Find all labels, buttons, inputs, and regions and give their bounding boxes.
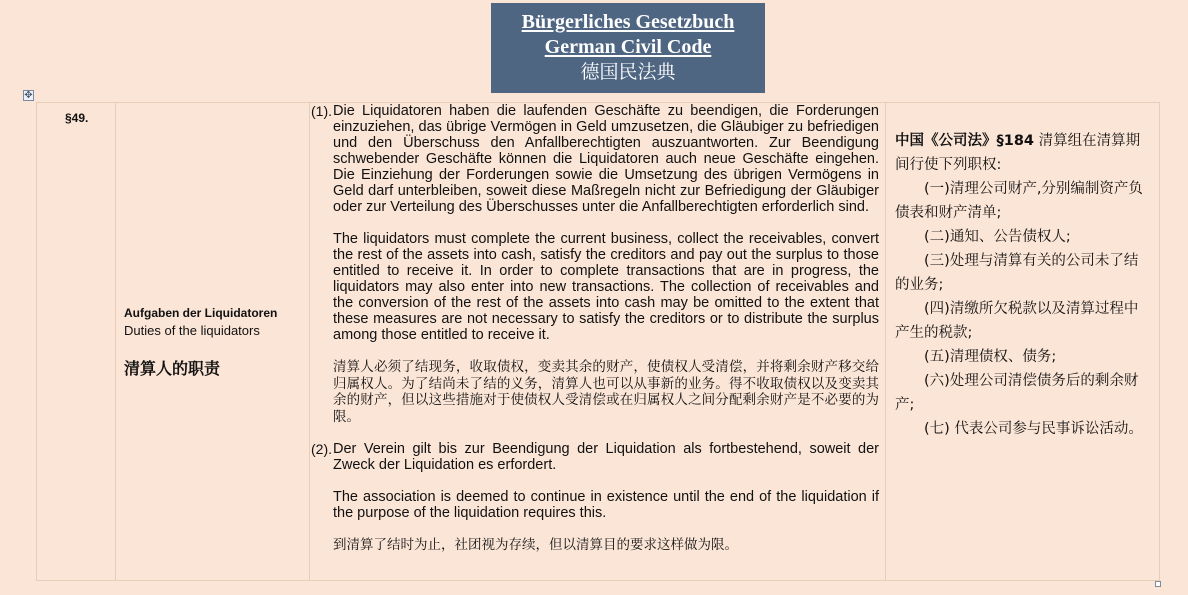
chinese-law-item: (一)清理公司财产,分别编制资产负债表和财产清单; xyxy=(895,181,1143,221)
chinese-law-intro: 清算组在清算期间行使下列职权: xyxy=(895,133,1141,173)
paragraph-number: (2). xyxy=(311,441,332,457)
header-banner xyxy=(491,3,765,93)
table-row xyxy=(37,103,1160,581)
law-table xyxy=(36,102,1160,581)
section-title-german: Aufgaben der Liquidatoren xyxy=(124,305,278,320)
banner-title-german: Bürgerliches Gesetzbuch xyxy=(521,11,735,33)
paragraph-text-english: The association is deemed to continue in existence until the end of the liquidation if the purpose of the liquidation requires this. xyxy=(333,489,879,521)
chinese-law-cell xyxy=(886,103,1160,581)
section-text-cell xyxy=(310,103,886,581)
chinese-law-item: (七) 代表公司参与民事诉讼活动。 xyxy=(924,421,1143,437)
section-number-cell xyxy=(37,103,116,581)
resize-handle-icon[interactable] xyxy=(1155,581,1161,587)
paragraph-text-english: The liquidators must complete the current business, collect the receivables, convert the rest of the assets into cash, satisfy the creditors and pay out the surplus to those entitled to receive it. In order to complete transactions that are in progress, the liquidators may also enter into new transactions. The collection of receivables and the conversion of the rest of the assets into cash may be omitted to the extent that these measures are not necessary to satisfy the creditors or to distribute the surplus among those entitled to receive it. xyxy=(333,231,879,343)
chinese-law-item: (二)通知、公告债权人; xyxy=(924,229,1071,245)
paragraph-text-chinese: 清算人必须了结现务，收取债权，变卖其余的财产，使债权人受清偿，并将剩余财产移交给归属权人。为了结尚未了结的义务，清算人也可以从事新的业务。得不收取债权以及变卖其余的财产，但以这些措施对于使债权人受清偿或在归属权人之间分配剩余财产是不必要的为限。 xyxy=(333,359,879,425)
chinese-law-item: (三)处理与清算有关的公司未了结的业务; xyxy=(895,253,1139,293)
paragraph-text-german: Der Verein gilt bis zur Beendigung der Liquidation als fortbestehend, soweit der Zweck der Liquidation es erfordert. xyxy=(333,441,879,473)
banner-title-chinese: 德国民法典 xyxy=(580,61,676,83)
paragraph-text-german: Die Liquidatoren haben die laufenden Geschäfte zu beendigen, die Forderungen einzuziehen, das übrige Vermögen in Geld umzusetzen, die Gläubiger zu befriedigen und den Überschuss den Anfallberechtigten auszuantworten. Zur Beendigung schwebender Geschäfte können die Liquidatoren auch neue Geschäfte eingehen. Die Einziehung der Forderungen sowie die Umsetzung des übrigen Vermögens in Geld darf unterbleiben, soweit diese Maßregeln nicht zur Befriedigung der Gläubiger oder zur Verteilung des Überschusses unter die Anfallberechtigten erforderlich sind. xyxy=(333,103,879,215)
chinese-law-item: (六)处理公司清偿债务后的剩余财产; xyxy=(895,373,1139,413)
paragraph-1 xyxy=(310,103,885,425)
paragraph-number: (1). xyxy=(311,103,332,119)
chinese-law-item: (五)清理债权、债务; xyxy=(924,349,1057,365)
move-arrows-icon[interactable]: ✥ xyxy=(24,90,33,101)
section-number: §49. xyxy=(65,111,89,125)
section-title-cell xyxy=(116,103,310,581)
section-title-english: Duties of the liquidators xyxy=(124,322,260,338)
chinese-law-text xyxy=(886,103,1159,441)
chinese-law-item: (四)清缴所欠税款以及清算过程中产生的税款; xyxy=(895,301,1139,341)
chinese-law-citation: 中国《公司法》§184 xyxy=(895,133,1035,149)
banner-title-english: German Civil Code xyxy=(544,36,712,58)
paragraph-2 xyxy=(310,441,885,554)
chinese-law-lead xyxy=(895,129,1151,177)
section-title-chinese: 清算人的职责 xyxy=(124,358,221,378)
paragraph-text-chinese: 到清算了结时为止，社团视为存续，但以清算目的要求这样做为限。 xyxy=(333,537,738,553)
